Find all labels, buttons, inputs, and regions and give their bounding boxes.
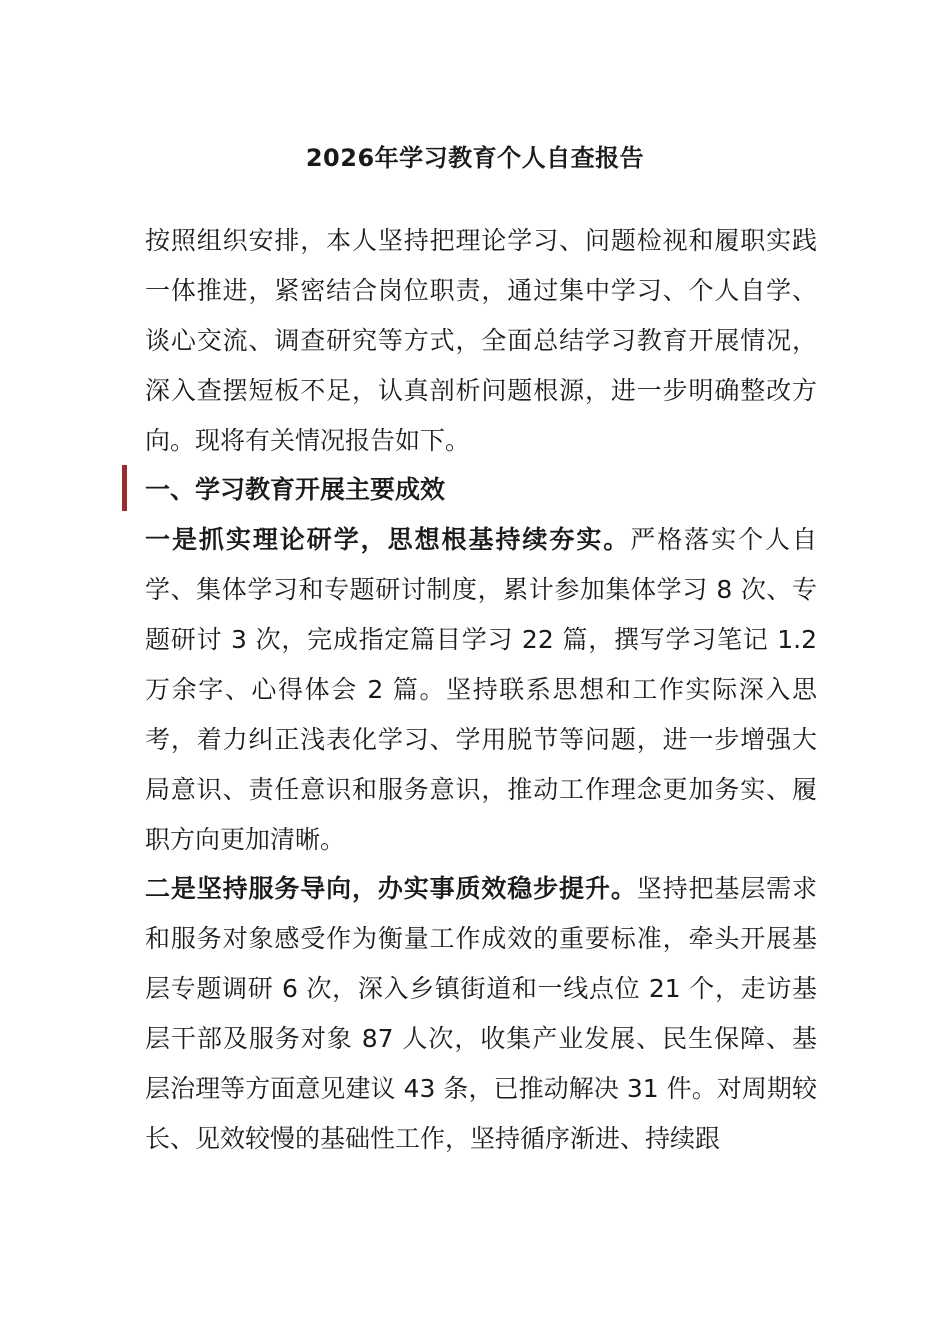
paragraph-lead: 一是抓实理论研学，思想根基持续夯实。 [145,525,631,554]
intro-paragraph: 按照组织安排，本人坚持把理论学习、问题检视和履职实践一体推进，紧密结合岗位职责，通过集中学习、个人自学、谈心交流、调查研究等方式，全面总结学习教育开展情况，深入查摆短板不足，认真剖析问题根源，进一步明确整改方向。现将有关情况报告如下。 [145,226,817,455]
achievement-paragraph-1 [145,515,817,865]
paragraph-text: 严格落实个人自学、集体学习和专题研讨制度，累计参加集体学习 8 次、专题研讨 3 次，完成指定篇目学习 22 篇，撰写学习笔记 1.2 万余字、心得体会 2 篇。坚持联系思想和工作实际深入思考，着力纠正浅表化学习、学用脱节等问题，进一步增强大局意识、责任意识和服务意识，推动工作理念更加务实、履职方向更加清晰。 [145,525,817,854]
paragraph-lead: 二是坚持服务导向，办实事质效稳步提升。 [145,874,637,903]
section-heading: 一、学习教育开展主要成效 [145,475,446,504]
paragraph-text: 坚持把基层需求和服务对象感受作为衡量工作成效的重要标准，牵头开展基层专题调研 6 次，深入乡镇街道和一线点位 21 个，走访基层干部及服务对象 87 人次，收集产业发展、民生保障、基层治理等方面意见建议 43 条，已推动解决 31 件。对周期较长、见效较慢的基础性工作，坚持循序渐进、持续跟 [145,874,817,1153]
section-heading-accent-bar [122,465,127,511]
achievement-paragraph-2 [145,864,817,1164]
document-title: 2026年学习教育个人自查报告 [305,144,645,173]
